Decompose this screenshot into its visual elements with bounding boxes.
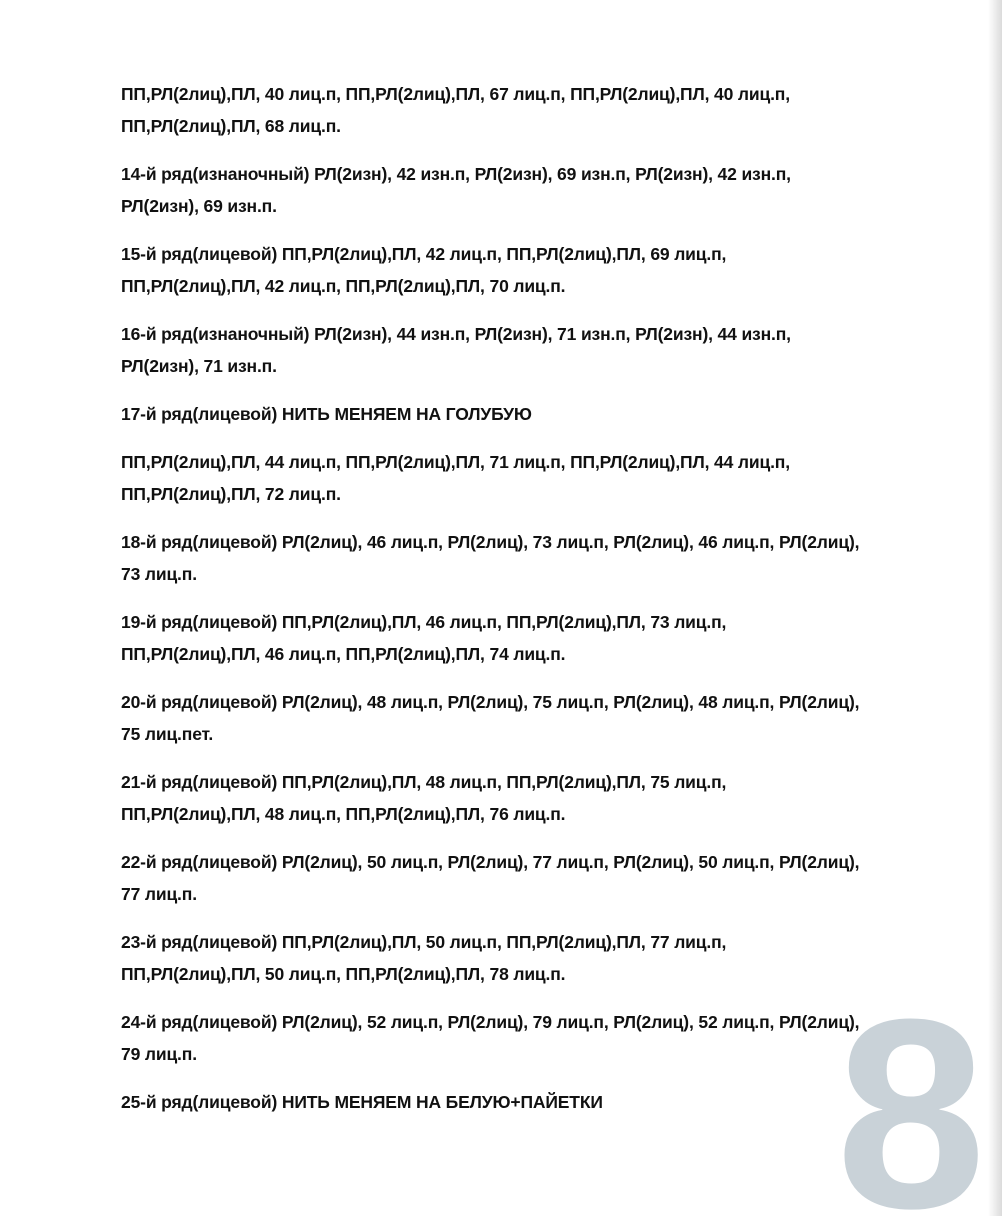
page-number: 8 <box>835 964 987 1216</box>
paragraph-row-16: 16-й ряд(изнаночный) РЛ(2изн), 44 изн.п, РЛ(2изн), 71 изн.п, РЛ(2изн), 44 изн.п, РЛ(2изн), 71 изн.п. <box>121 324 791 376</box>
paragraph-row-23: 23-й ряд(лицевой) ПП,РЛ(2лиц),ПЛ, 50 лиц.п, ПП,РЛ(2лиц),ПЛ, 77 лиц.п, ПП,РЛ(2лиц),ПЛ, 50 лиц.п, ПП,РЛ(2лиц),ПЛ, 78 лиц.п. <box>121 932 727 984</box>
paragraph-row-25-heading: 25-й ряд(лицевой) НИТЬ МЕНЯЕМ НА БЕЛУЮ+ПАЙЕТКИ <box>121 1092 603 1112</box>
paragraph-row-14: 14-й ряд(изнаночный) РЛ(2изн), 42 изн.п, РЛ(2изн), 69 изн.п, РЛ(2изн), 42 изн.п, РЛ(2изн), 69 изн.п. <box>121 164 791 216</box>
paragraph-row-18: 18-й ряд(лицевой) РЛ(2лиц), 46 лиц.п, РЛ(2лиц), 73 лиц.п, РЛ(2лиц), 46 лиц.п, РЛ(2лиц), 73 лиц.п. <box>121 532 860 584</box>
page-edge-shadow <box>988 0 1002 1216</box>
paragraph-row-15: 15-й ряд(лицевой) ПП,РЛ(2лиц),ПЛ, 42 лиц.п, ПП,РЛ(2лиц),ПЛ, 69 лиц.п, ПП,РЛ(2лиц),ПЛ, 42 лиц.п, ПП,РЛ(2лиц),ПЛ, 70 лиц.п. <box>121 244 727 296</box>
paragraph-row-24: 24-й ряд(лицевой) РЛ(2лиц), 52 лиц.п, РЛ(2лиц), 79 лиц.п, РЛ(2лиц), 52 лиц.п, РЛ(2лиц), 79 лиц.п. <box>121 1012 860 1064</box>
instructions-text <box>121 78 861 1134</box>
paragraph-row-20: 20-й ряд(лицевой) РЛ(2лиц), 48 лиц.п, РЛ(2лиц), 75 лиц.п, РЛ(2лиц), 48 лиц.п, РЛ(2лиц), 75 лиц.пет. <box>121 692 860 744</box>
paragraph-row-21: 21-й ряд(лицевой) ПП,РЛ(2лиц),ПЛ, 48 лиц.п, ПП,РЛ(2лиц),ПЛ, 75 лиц.п, ПП,РЛ(2лиц),ПЛ, 48 лиц.п, ПП,РЛ(2лиц),ПЛ, 76 лиц.п. <box>121 772 727 824</box>
paragraph-continuation-row-13: ПП,РЛ(2лиц),ПЛ, 40 лиц.п, ПП,РЛ(2лиц),ПЛ, 67 лиц.п, ПП,РЛ(2лиц),ПЛ, 40 лиц.п, ПП,РЛ(2лиц),ПЛ, 68 лиц.п. <box>121 84 790 136</box>
paragraph-row-17-heading: 17-й ряд(лицевой) НИТЬ МЕНЯЕМ НА ГОЛУБУЮ <box>121 404 532 424</box>
paragraph-row-17: ПП,РЛ(2лиц),ПЛ, 44 лиц.п, ПП,РЛ(2лиц),ПЛ, 71 лиц.п, ПП,РЛ(2лиц),ПЛ, 44 лиц.п, ПП,РЛ(2лиц),ПЛ, 72 лиц.п. <box>121 452 790 504</box>
paragraph-row-22: 22-й ряд(лицевой) РЛ(2лиц), 50 лиц.п, РЛ(2лиц), 77 лиц.п, РЛ(2лиц), 50 лиц.п, РЛ(2лиц), 77 лиц.п. <box>121 852 860 904</box>
paragraph-row-19: 19-й ряд(лицевой) ПП,РЛ(2лиц),ПЛ, 46 лиц.п, ПП,РЛ(2лиц),ПЛ, 73 лиц.п, ПП,РЛ(2лиц),ПЛ, 46 лиц.п, ПП,РЛ(2лиц),ПЛ, 74 лиц.п. <box>121 612 727 664</box>
